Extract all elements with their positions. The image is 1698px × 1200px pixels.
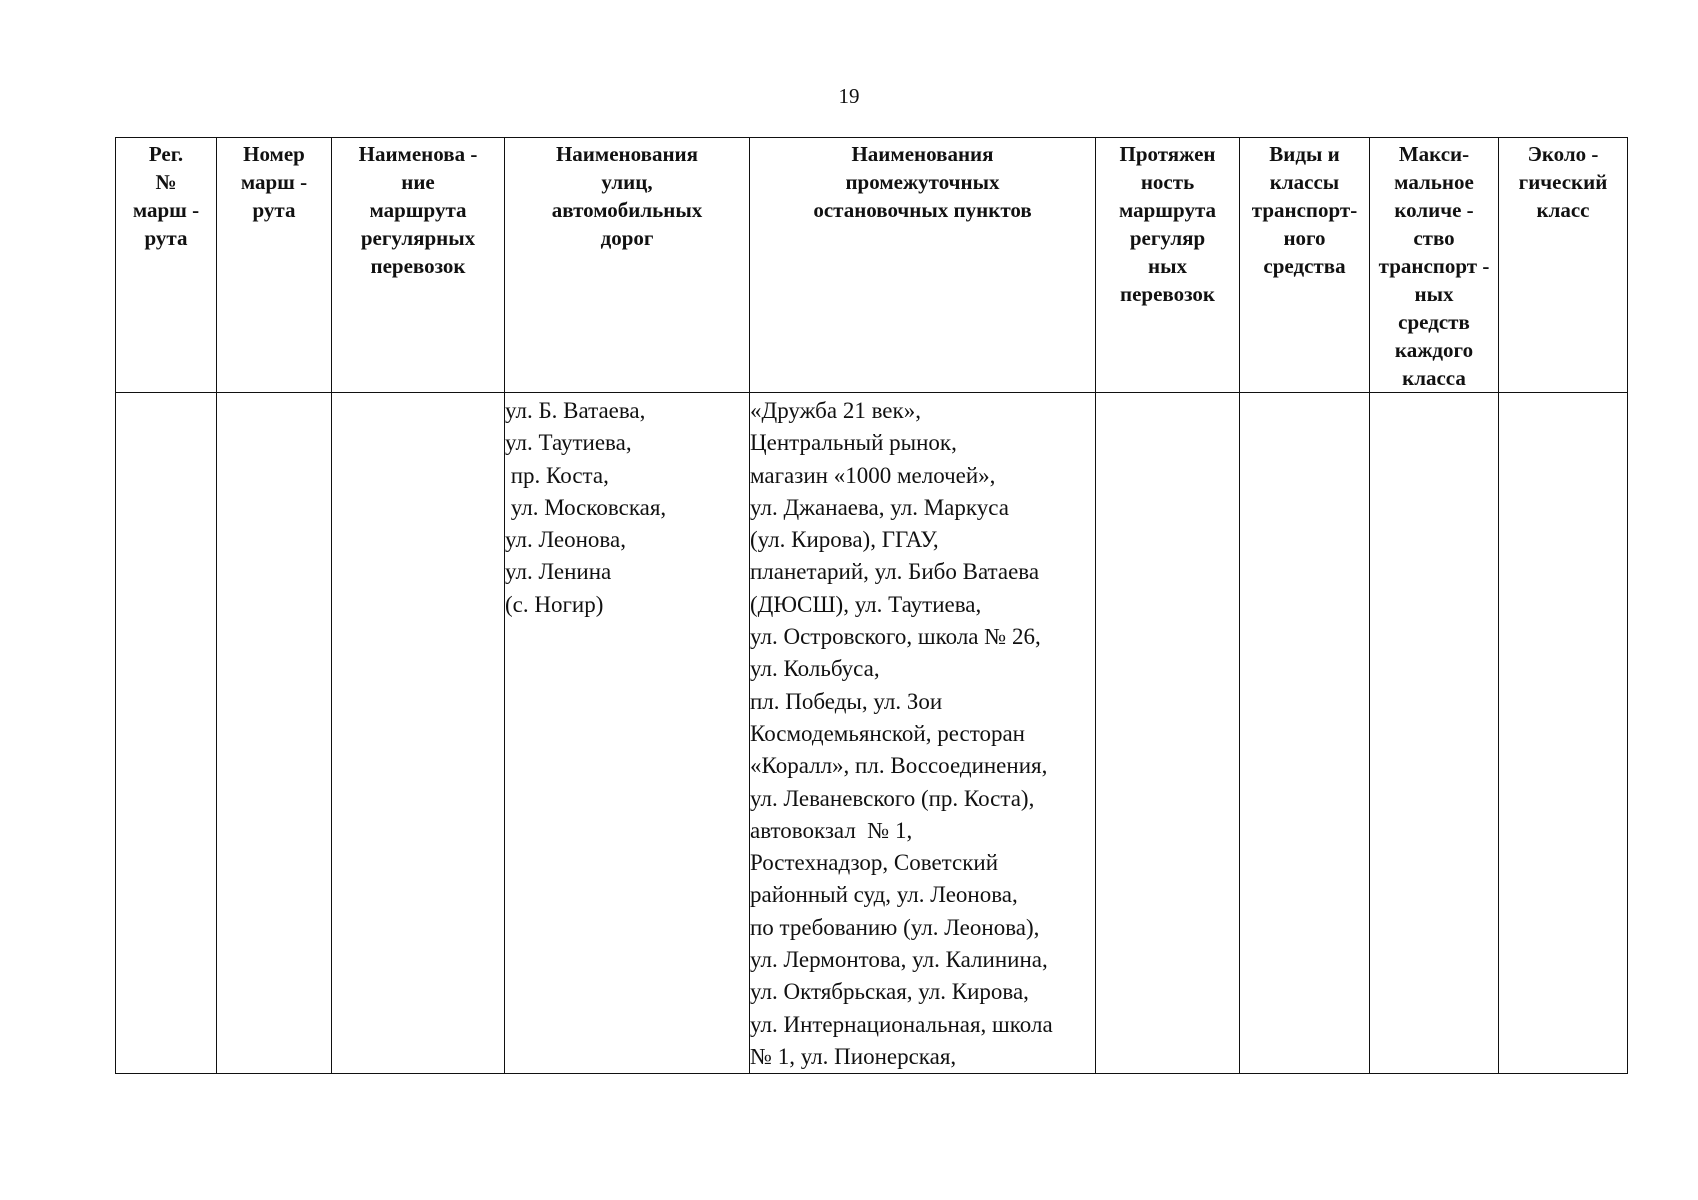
routes-table	[115, 137, 1628, 1074]
header-stops: Наименования промежуточных остановочных пунктов	[750, 138, 1096, 393]
stop-line: «Коралл», пл. Воссоединения,	[750, 753, 1048, 779]
stop-line: ул. Лермонтова, ул. Калинина,	[750, 947, 1048, 973]
stop-line: Ростехнадзор, Советский	[750, 850, 999, 876]
cell-vehicle-types	[1240, 393, 1370, 1074]
cell-streets	[505, 393, 750, 1074]
table-row	[116, 393, 1628, 1074]
header-eco-class: Эколо - гический класс	[1499, 138, 1628, 393]
street-line: ул. Таутиева,	[505, 430, 632, 456]
header-route-number: Номер марш - рута	[217, 138, 332, 393]
street-line: ул. Б. Ватаева,	[505, 398, 646, 423]
header-reg-number: Рег. № марш - рута	[116, 138, 217, 393]
stop-line: пл. Победы, ул. Зои	[750, 688, 943, 714]
street-line: ул. Московская,	[505, 494, 667, 520]
street-line: ул. Леонова,	[505, 527, 626, 553]
header-vehicle-types: Виды и классы транспорт- ного средства	[1240, 138, 1370, 393]
stop-line: ул. Октябрьская, ул. Кирова,	[750, 979, 1029, 1005]
stop-line: ул. Леваневского (пр. Коста),	[750, 785, 1035, 811]
street-line: пр. Коста,	[505, 462, 609, 488]
stop-line: № 1, ул. Пионерская,	[750, 1043, 957, 1069]
street-line: ул. Ленина	[505, 559, 612, 585]
header-streets: Наименования улиц, автомобильных дорог	[505, 138, 750, 393]
header-route-length: Протяжен ность маршрута регуляр ных перевозок	[1096, 138, 1240, 393]
stop-line: ул. Интернациональная, школа	[750, 1011, 1053, 1037]
stop-line: планетарий, ул. Бибо Ватаева	[750, 559, 1040, 585]
stop-line: Центральный рынок,	[750, 430, 957, 456]
cell-reg-number	[116, 393, 217, 1074]
street-line: (с. Ногир)	[505, 591, 604, 617]
cell-route-name	[332, 393, 505, 1074]
header-row	[116, 138, 1628, 393]
cell-route-number	[217, 393, 332, 1074]
stop-line: районный суд, ул. Леонова,	[750, 882, 1018, 908]
stop-line: ул. Джанаева, ул. Маркуса	[750, 494, 1009, 520]
stop-line: «Дружба 21 век»,	[750, 398, 921, 423]
header-max-vehicles: Макси- мальное количе - ство транспорт - ных средств каждого класса	[1370, 138, 1499, 393]
cell-max-vehicles	[1370, 393, 1499, 1074]
stop-line: (ДЮСШ), ул. Таутиева,	[750, 591, 982, 617]
stop-line: автовокзал № 1,	[750, 817, 913, 843]
header-route-name: Наименова - ние маршрута регулярных перевозок	[332, 138, 505, 393]
cell-stops	[750, 393, 1096, 1074]
stop-line: ул. Кольбуса,	[750, 656, 880, 682]
cell-route-length	[1096, 393, 1240, 1074]
stop-line: Космодемьянской, ресторан	[750, 720, 1025, 746]
page-number: 19	[838, 84, 860, 108]
stop-line: ул. Островского, школа № 26,	[750, 624, 1041, 650]
cell-eco-class	[1499, 393, 1628, 1074]
stop-line: (ул. Кирова), ГГАУ,	[750, 527, 939, 553]
stop-line: по требованию (ул. Леонова),	[750, 914, 1040, 940]
stop-line: магазин «1000 мелочей»,	[750, 462, 996, 488]
